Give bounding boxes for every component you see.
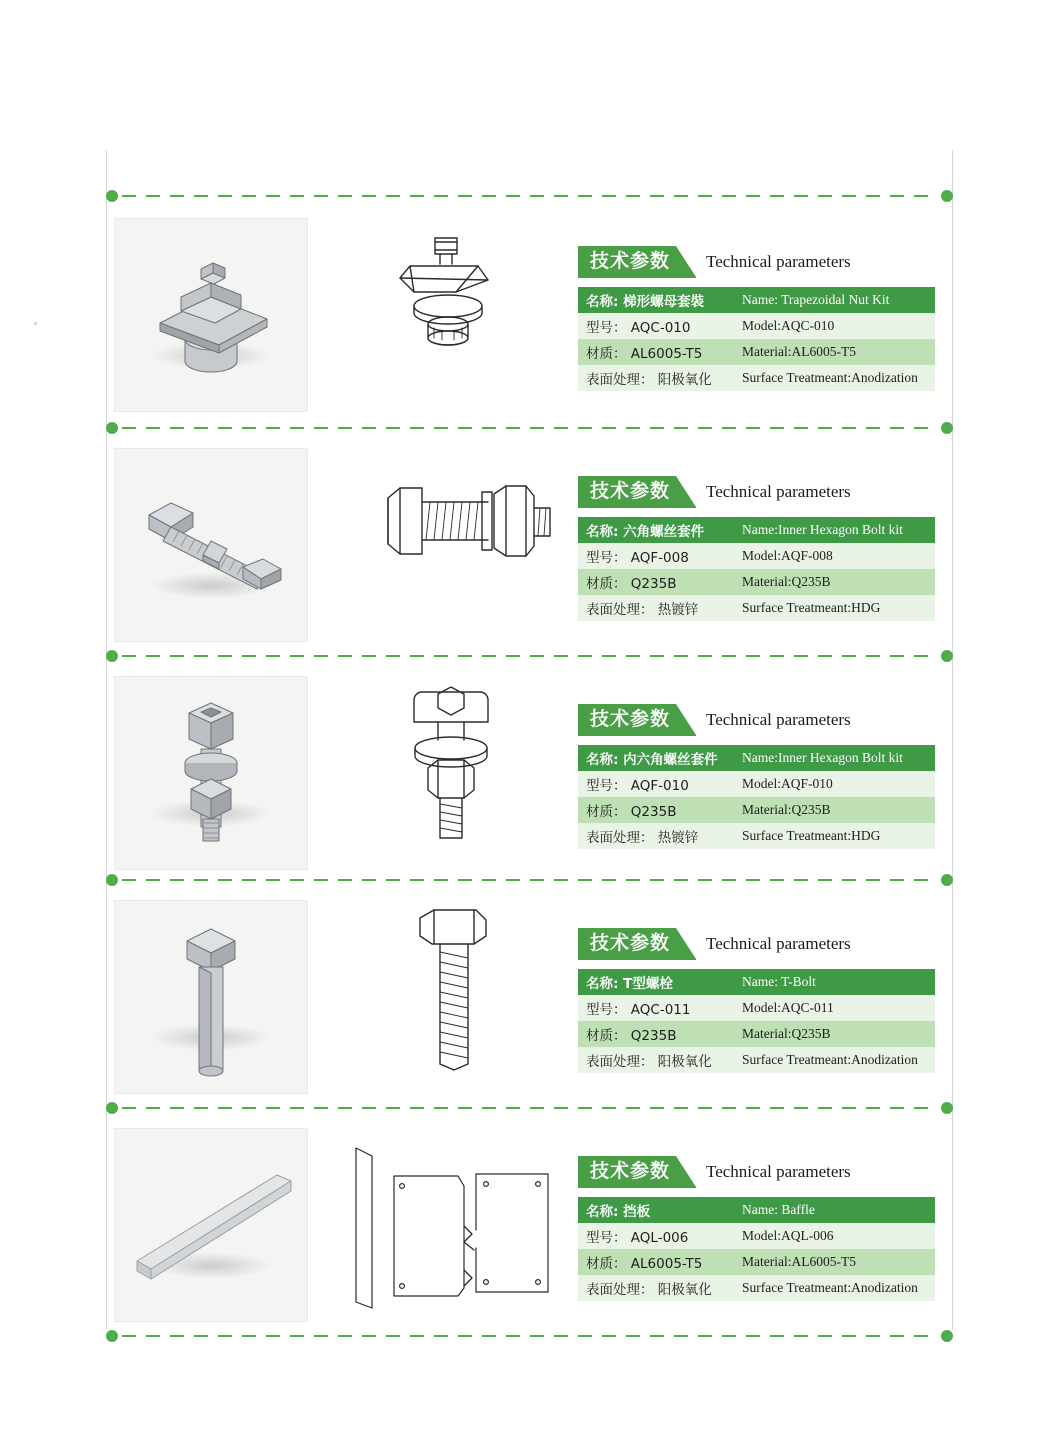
registration-dot	[34, 322, 37, 325]
material-cn-cell	[578, 797, 734, 823]
surface-en-cell: Surface Treatmeant:HDG	[734, 595, 935, 621]
surface-en-cell: Surface Treatmeant:Anodization	[734, 1047, 935, 1073]
technical-parameters-badge-en: Technical parameters	[706, 933, 851, 953]
material-label-cn: 材质：	[586, 345, 627, 362]
model-value-cn: AQL-006	[630, 1229, 689, 1246]
table-row-name	[578, 745, 935, 771]
model-value-cn: AQF-008	[630, 549, 689, 566]
model-value-cn: AQF-010	[630, 777, 689, 794]
name-cn-cell	[578, 969, 734, 995]
model-cn-cell	[578, 543, 734, 569]
material-en-cell: Material:Q235B	[734, 1021, 935, 1047]
trapezoidal-nut-kit-line-art	[338, 220, 568, 420]
surface-label-cn: 表面处理：	[586, 601, 654, 618]
divider-dash-line	[122, 1107, 937, 1109]
table-row-material	[578, 1021, 935, 1047]
material-cn-cell	[578, 1249, 734, 1275]
table-row-surface	[578, 365, 935, 391]
spec-block	[578, 1120, 953, 1301]
divider	[106, 190, 953, 202]
divider-dot-right	[941, 190, 953, 202]
spec-block	[578, 440, 953, 621]
name-label-cn: 名称:	[586, 751, 619, 768]
material-label-cn: 材质：	[586, 1027, 627, 1044]
divider-dash-line	[122, 655, 937, 657]
technical-parameters-badge-cn: 技术参数	[578, 704, 696, 736]
product-photo	[114, 676, 308, 870]
technical-parameters-badge-en: Technical parameters	[706, 709, 851, 729]
technical-parameters-badge-cn: 技术参数	[578, 1156, 696, 1188]
divider-dot-left	[106, 1102, 118, 1114]
name-en-cell: Name: Trapezoidal Nut Kit	[734, 287, 935, 313]
divider-dot-right	[941, 1102, 953, 1114]
material-en-cell: Material:Q235B	[734, 797, 935, 823]
product-line-drawing	[338, 902, 568, 1102]
technical-parameters-badge-en: Technical parameters	[706, 481, 851, 501]
product-row	[106, 210, 953, 420]
product-row	[106, 440, 953, 650]
spec-header	[578, 476, 953, 508]
model-label-cn: 型号：	[586, 1001, 627, 1018]
divider	[106, 874, 953, 886]
spec-table	[578, 1197, 935, 1301]
table-row-material	[578, 569, 935, 595]
product-photo	[114, 900, 308, 1094]
divider-dot-right	[941, 650, 953, 662]
table-row-model	[578, 313, 935, 339]
divider-dot-right	[941, 422, 953, 434]
product-line-drawing	[338, 1130, 568, 1330]
surface-cn-cell	[578, 1047, 734, 1073]
technical-parameters-badge-en: Technical parameters	[706, 1161, 851, 1181]
spec-block	[578, 668, 953, 849]
model-en-cell: Model:AQF-008	[734, 543, 935, 569]
divider-dot-left	[106, 422, 118, 434]
surface-cn-cell	[578, 823, 734, 849]
name-cn-cell	[578, 517, 734, 543]
material-en-cell: Material:AL6005-T5	[734, 1249, 935, 1275]
divider-dash-line	[122, 1335, 937, 1337]
material-cn-cell	[578, 569, 734, 595]
divider-dot-right	[941, 874, 953, 886]
divider-dot-left	[106, 190, 118, 202]
model-label-cn: 型号：	[586, 777, 627, 794]
divider-dot-left	[106, 1330, 118, 1342]
product-photo	[114, 218, 308, 412]
hex-bolt-kit-line-art	[338, 450, 568, 650]
spec-header	[578, 246, 953, 278]
divider-dash-line	[122, 195, 937, 197]
spec-table	[578, 969, 935, 1073]
divider	[106, 650, 953, 662]
t-bolt-line-art	[338, 902, 568, 1102]
table-row-surface	[578, 1275, 935, 1301]
name-value-cn: 挡板	[623, 1203, 651, 1220]
divider	[106, 1330, 953, 1342]
product-line-drawing	[338, 450, 568, 650]
trapezoidal-nut-kit-photo-art	[115, 219, 307, 411]
name-en-cell: Name: Baffle	[734, 1197, 935, 1223]
surface-label-cn: 表面处理：	[586, 829, 654, 846]
name-value-cn: T型螺栓	[623, 975, 673, 992]
surface-cn-cell	[578, 1275, 734, 1301]
spec-block	[578, 210, 953, 391]
model-en-cell: Model:AQF-010	[734, 771, 935, 797]
spec-header	[578, 704, 953, 736]
material-label-cn: 材质：	[586, 1255, 627, 1272]
material-cn-cell	[578, 1021, 734, 1047]
inner-hex-bolt-line-art	[338, 678, 568, 878]
spec-table	[578, 287, 935, 391]
table-row-surface	[578, 595, 935, 621]
material-label-cn: 材质：	[586, 803, 627, 820]
surface-label-cn: 表面处理：	[586, 1281, 654, 1298]
model-cn-cell	[578, 771, 734, 797]
model-en-cell: Model:AQL-006	[734, 1223, 935, 1249]
material-en-cell: Material:AL6005-T5	[734, 339, 935, 365]
name-label-cn: 名称:	[586, 1203, 619, 1220]
surface-en-cell: Surface Treatmeant:HDG	[734, 823, 935, 849]
surface-en-cell: Surface Treatmeant:Anodization	[734, 365, 935, 391]
baffle-photo-art	[115, 1129, 307, 1321]
surface-value-cn: 阳极氧化	[657, 1281, 712, 1298]
model-label-cn: 型号：	[586, 1229, 627, 1246]
hex-bolt-kit-photo-art	[115, 449, 307, 641]
table-row-surface	[578, 1047, 935, 1073]
material-value-cn: AL6005-T5	[630, 345, 703, 362]
model-cn-cell	[578, 995, 734, 1021]
table-row-model	[578, 1223, 935, 1249]
divider-dot-left	[106, 874, 118, 886]
name-value-cn: 梯形螺母套裝	[623, 293, 705, 310]
spec-block	[578, 892, 953, 1073]
surface-value-cn: 热镀锌	[657, 601, 699, 618]
surface-cn-cell	[578, 595, 734, 621]
product-photo	[114, 448, 308, 642]
product-line-drawing	[338, 678, 568, 878]
divider-dash-line	[122, 427, 937, 429]
table-row-model	[578, 771, 935, 797]
name-cn-cell	[578, 1197, 734, 1223]
technical-parameters-badge-cn: 技术参数	[578, 928, 696, 960]
table-row-model	[578, 995, 935, 1021]
name-en-cell: Name:Inner Hexagon Bolt kit	[734, 745, 935, 771]
divider-dot-left	[106, 650, 118, 662]
spec-table	[578, 517, 935, 621]
name-cn-cell	[578, 745, 734, 771]
material-label-cn: 材质：	[586, 575, 627, 592]
name-label-cn: 名称:	[586, 523, 619, 540]
product-row	[106, 892, 953, 1102]
spec-header	[578, 1156, 953, 1188]
material-value-cn: AL6005-T5	[630, 1255, 703, 1272]
table-row-name	[578, 287, 935, 313]
spec-table	[578, 745, 935, 849]
surface-value-cn: 阳极氧化	[657, 1053, 712, 1070]
product-line-drawing	[338, 220, 568, 420]
name-en-cell: Name: T-Bolt	[734, 969, 935, 995]
surface-value-cn: 热镀锌	[657, 829, 699, 846]
product-row	[106, 1120, 953, 1330]
model-label-cn: 型号：	[586, 549, 627, 566]
model-label-cn: 型号：	[586, 319, 627, 336]
model-en-cell: Model:AQC-010	[734, 313, 935, 339]
model-cn-cell	[578, 313, 734, 339]
surface-label-cn: 表面处理：	[586, 371, 654, 388]
name-value-cn: 六角螺丝套件	[623, 523, 705, 540]
surface-cn-cell	[578, 365, 734, 391]
table-row-name	[578, 517, 935, 543]
product-photo	[114, 1128, 308, 1322]
table-row-name	[578, 1197, 935, 1223]
material-en-cell: Material:Q235B	[734, 569, 935, 595]
name-label-cn: 名称:	[586, 975, 619, 992]
table-row-material	[578, 339, 935, 365]
table-row-surface	[578, 823, 935, 849]
material-value-cn: Q235B	[630, 575, 677, 592]
model-value-cn: AQC-011	[630, 1001, 691, 1018]
product-row	[106, 668, 953, 878]
technical-parameters-badge-cn: 技术参数	[578, 246, 696, 278]
name-en-cell: Name:Inner Hexagon Bolt kit	[734, 517, 935, 543]
table-row-material	[578, 797, 935, 823]
inner-hex-bolt-photo-art	[115, 677, 307, 869]
model-en-cell: Model:AQC-011	[734, 995, 935, 1021]
material-cn-cell	[578, 339, 734, 365]
name-label-cn: 名称:	[586, 293, 619, 310]
divider	[106, 422, 953, 434]
surface-en-cell: Surface Treatmeant:Anodization	[734, 1275, 935, 1301]
table-row-material	[578, 1249, 935, 1275]
technical-parameters-badge-en: Technical parameters	[706, 251, 851, 271]
model-value-cn: AQC-010	[630, 319, 691, 336]
surface-label-cn: 表面处理：	[586, 1053, 654, 1070]
name-value-cn: 内六角螺丝套件	[623, 751, 718, 768]
material-value-cn: Q235B	[630, 803, 677, 820]
table-row-name	[578, 969, 935, 995]
baffle-line-art	[338, 1130, 568, 1330]
t-bolt-photo-art	[115, 901, 307, 1093]
table-row-model	[578, 543, 935, 569]
surface-value-cn: 阳极氧化	[657, 371, 712, 388]
divider-dot-right	[941, 1330, 953, 1342]
material-value-cn: Q235B	[630, 1027, 677, 1044]
divider	[106, 1102, 953, 1114]
model-cn-cell	[578, 1223, 734, 1249]
divider-dash-line	[122, 879, 937, 881]
technical-parameters-badge-cn: 技术参数	[578, 476, 696, 508]
spec-header	[578, 928, 953, 960]
name-cn-cell	[578, 287, 734, 313]
